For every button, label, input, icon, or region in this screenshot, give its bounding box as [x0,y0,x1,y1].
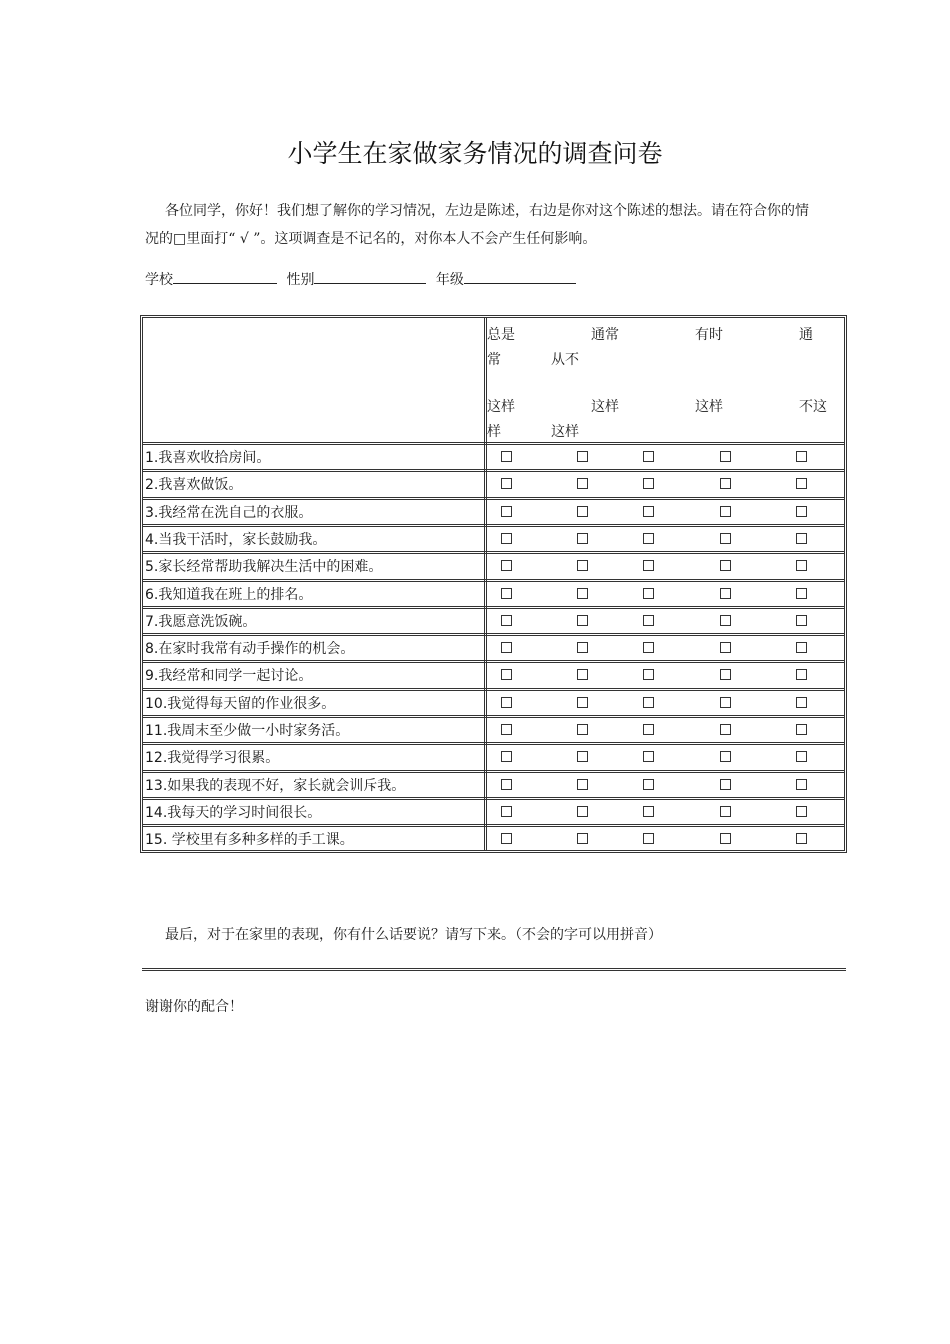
answer-checkbox[interactable] [720,478,731,489]
question-number: 4. [145,531,159,548]
answer-checkbox[interactable] [501,560,512,571]
answer-checkbox[interactable] [577,533,588,544]
answer-checkbox[interactable] [796,560,807,571]
question-number: 8. [145,641,159,658]
answer-checkbox[interactable] [720,533,731,544]
answer-checkbox[interactable] [643,751,654,762]
answer-checkbox[interactable] [577,833,588,844]
answer-checkbox[interactable] [577,478,588,489]
question-text [145,747,279,767]
table-row [143,797,844,824]
answer-checkbox[interactable] [577,669,588,680]
table-header [487,318,847,442]
answer-checkbox[interactable] [720,615,731,626]
answer-checkbox[interactable] [643,615,654,626]
header-fragment: 从不 [551,352,579,368]
answer-checkbox[interactable] [577,588,588,599]
header-fragment: 这样 [695,399,723,415]
survey-table [140,315,847,853]
answer-checkbox[interactable] [643,533,654,544]
header-fragment: 有时 [695,327,723,343]
answer-checkbox[interactable] [501,533,512,544]
answer-checkbox[interactable] [643,806,654,817]
respondent-info [145,268,581,292]
table-row [143,770,844,797]
table-row [143,524,844,551]
question-number: 10. [145,695,168,712]
question-number: 14. [145,804,168,821]
table-row [143,497,844,524]
answer-checkbox[interactable] [501,615,512,626]
question-label: 在家时我常有动手操作的机会。 [158,641,355,658]
question-text [145,502,312,522]
answer-checkbox[interactable] [577,697,588,708]
answer-checkbox[interactable] [501,478,512,489]
answer-checkbox[interactable] [643,451,654,462]
header-fragment: 这样 [591,399,619,415]
question-text [145,556,382,576]
answer-checkbox[interactable] [796,533,807,544]
question-text [145,802,321,822]
question-text [145,474,242,494]
header-fragment: 通常 [591,327,619,343]
answer-checkbox[interactable] [643,642,654,653]
table-row [143,606,844,633]
answer-checkbox[interactable] [796,669,807,680]
answer-checkbox[interactable] [796,642,807,653]
table-row [143,579,844,606]
closing-prompt: 最后，对于在家里的表现，你有什么话要说？请写下来。（不会的字可以用拼音） [165,927,662,943]
page-title: 小学生在家做家务情况的调查问卷 [287,139,663,168]
answer-checkbox[interactable] [501,697,512,708]
table-row [143,742,844,769]
answer-checkbox[interactable] [577,506,588,517]
answer-checkbox[interactable] [643,588,654,599]
answer-checkbox[interactable] [796,806,807,817]
answer-checkbox[interactable] [643,779,654,790]
answer-checkbox[interactable] [501,451,512,462]
answer-checkbox[interactable] [501,779,512,790]
answer-checkbox[interactable] [577,615,588,626]
answer-checkbox[interactable] [577,806,588,817]
answer-checkbox[interactable] [796,588,807,599]
question-label: 我每天的学习时间很长。 [167,804,322,821]
table-row [143,633,844,660]
question-text [145,529,326,549]
question-number: 11. [145,723,168,739]
question-number: 9. [145,668,159,685]
answer-checkbox[interactable] [501,669,512,680]
answer-checkbox[interactable] [796,751,807,762]
table-row [143,660,844,687]
answer-checkbox[interactable] [501,751,512,762]
question-text [145,720,349,740]
question-text [145,829,354,849]
table-row [143,688,844,715]
question-label: 我知道我在班上的排名。 [158,586,313,603]
question-number: 5. [145,559,159,576]
question-label: 我经常和同学一起讨论。 [158,668,313,685]
answer-checkbox[interactable] [643,478,654,489]
table-row [143,442,844,469]
answer-checkbox[interactable] [720,697,731,708]
question-number: 13. [145,777,168,794]
question-label: 我觉得每天留的作业很多。 [167,695,336,712]
answer-checkbox[interactable] [501,506,512,517]
answer-checkbox[interactable] [796,506,807,517]
question-number: 2. [145,477,159,494]
answer-checkbox[interactable] [577,642,588,653]
school-field[interactable] [173,269,277,284]
answer-checkbox[interactable] [577,560,588,571]
answer-checkbox[interactable] [720,806,731,817]
answer-checkbox[interactable] [720,724,731,735]
answer-checkbox[interactable] [796,615,807,626]
question-label: 我周末至少做一小时家务活。 [167,723,350,739]
answer-checkbox[interactable] [643,697,654,708]
answer-checkbox[interactable] [643,669,654,680]
question-label: 我喜欢收拾房间。 [158,450,271,466]
question-text [145,638,354,658]
answer-checkbox[interactable] [720,833,731,844]
answer-checkbox[interactable] [796,478,807,489]
question-label: 我愿意洗饭碗。 [158,613,257,630]
answer-checkbox[interactable] [577,724,588,735]
question-number: 12. [145,750,168,767]
header-fragment: 总是 [487,327,515,343]
answer-checkbox[interactable] [577,451,588,462]
answer-checkbox[interactable] [577,779,588,790]
header-fragment: 不这 [799,399,827,415]
answer-checkbox[interactable] [643,560,654,571]
answer-checkbox[interactable] [720,560,731,571]
thanks-text: 谢谢你的配合！ [145,999,243,1015]
question-text [145,611,256,631]
answer-checkbox[interactable] [796,779,807,790]
question-number: 1. [145,450,159,466]
answer-checkbox[interactable] [720,642,731,653]
answer-checkbox[interactable] [643,724,654,735]
question-text [145,584,312,604]
answer-checkbox[interactable] [720,669,731,680]
header-fragment: 这样 [487,399,515,415]
answer-checkbox[interactable] [501,833,512,844]
answer-checkbox[interactable] [720,506,731,517]
question-text [145,447,270,467]
gender-field[interactable] [314,269,426,284]
question-number: 3. [145,504,159,521]
question-number: 6. [145,586,159,603]
answer-checkbox[interactable] [501,588,512,599]
question-label: 我觉得学习很累。 [167,750,280,767]
answer-checkbox[interactable] [796,833,807,844]
answer-checkbox[interactable] [720,588,731,599]
question-label: 如果我的表现不好，家长就会训斥我。 [167,777,406,794]
answer-checkbox[interactable] [796,451,807,462]
answer-checkbox[interactable] [501,724,512,735]
header-fragment: 样 [487,424,501,440]
grade-label: 年级 [435,272,464,288]
answer-checkbox[interactable] [720,451,731,462]
intro-paragraph: 各位同学，你好！我们想了解你的学习情况，左边是陈述，右边是你对这个陈述的想法。请在符合你的情况的□里面打“ √ ”。这项调查是不记名的，对你本人不会产生任何影响。 [145,203,809,247]
answer-checkbox[interactable] [501,642,512,653]
answer-checkbox[interactable] [720,751,731,762]
table-row [143,551,844,578]
question-label: 学校里有多种多样的手工课。 [171,832,354,849]
answer-checkbox[interactable] [720,779,731,790]
answer-checkbox[interactable] [796,697,807,708]
question-text [145,693,335,713]
question-label: 我经常在洗自己的衣服。 [158,504,313,521]
question-number: 7. [145,613,159,630]
question-number: 15. [145,832,172,849]
answer-checkbox[interactable] [501,806,512,817]
answer-checkbox[interactable] [796,724,807,735]
table-row [143,469,844,496]
question-label: 当我干活时，家长鼓励我。 [158,531,327,548]
school-label: 学校 [145,272,173,288]
table-row [143,824,844,851]
header-fragment: 这样 [551,424,579,440]
question-label: 我喜欢做饭。 [158,477,243,494]
table-row [143,715,844,742]
header-fragment: 通 [799,327,813,343]
answer-checkbox[interactable] [643,833,654,844]
question-text [145,775,405,795]
header-fragment: 常 [487,352,501,368]
question-label: 家长经常帮助我解决生活中的困难。 [158,559,383,576]
grade-field[interactable] [464,269,576,284]
answer-checkbox[interactable] [643,506,654,517]
answer-line[interactable] [142,968,846,971]
gender-label: 性别 [286,272,315,288]
answer-checkbox[interactable] [577,751,588,762]
question-text [145,665,312,685]
